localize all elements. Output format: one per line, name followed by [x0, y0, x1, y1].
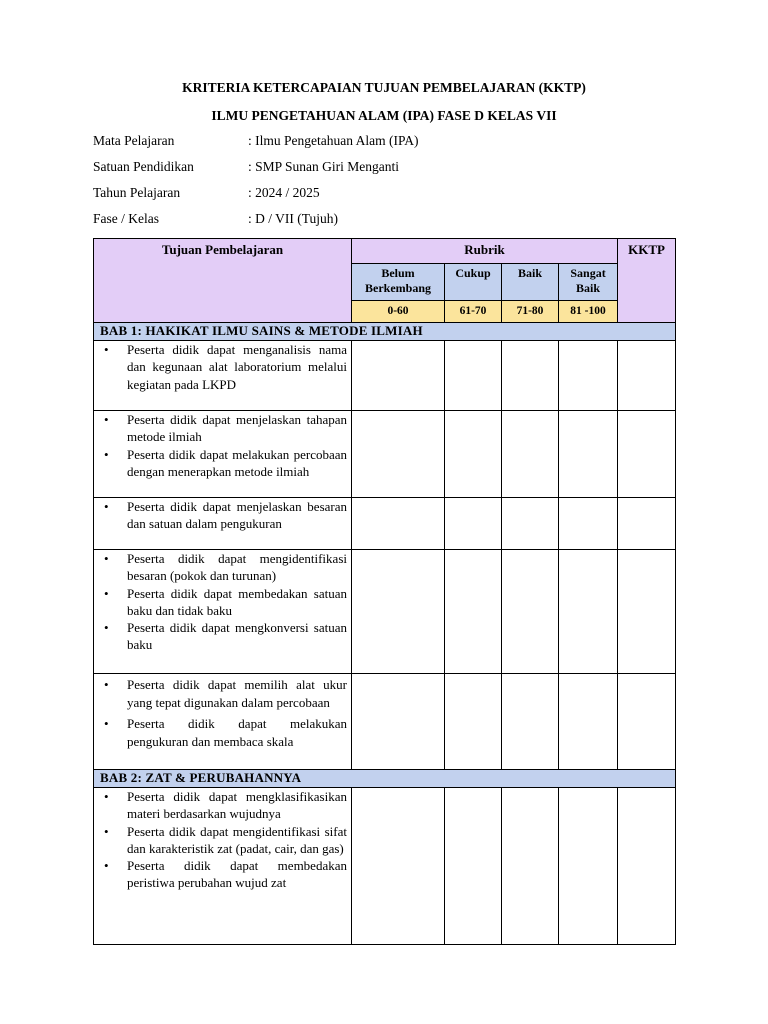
score-cell[interactable]	[352, 498, 445, 550]
meta-label: Fase / Kelas	[93, 211, 159, 226]
score-cell[interactable]	[445, 341, 502, 411]
meta-value: : D / VII (Tujuh)	[248, 211, 339, 226]
header-kktp: KKTP	[618, 239, 676, 323]
header-tujuan: Tujuan Pembelajaran	[94, 239, 352, 323]
list-item: • Peserta didik dapat menjelaskan besaran dan satuan dalam pengukuran	[104, 498, 347, 533]
level-cukup: Cukup	[445, 264, 502, 301]
score-cell[interactable]	[502, 788, 559, 945]
score-cell[interactable]	[502, 411, 559, 498]
list-item: • Peserta didik dapat mengidentifikasi sifat dan karakteristik zat (padat, cair, dan gas)	[104, 823, 347, 858]
kktp-table	[93, 238, 676, 945]
meta-value: : 2024 / 2025	[248, 185, 320, 200]
table-row	[94, 411, 676, 498]
table-row	[94, 788, 676, 945]
document-subtitle: ILMU PENGETAHUAN ALAM (IPA) FASE D KELAS VII	[211, 108, 557, 123]
list-item: • Peserta didik dapat memilih alat ukur yang tepat digunakan dalam percobaan	[104, 676, 347, 712]
kktp-cell[interactable]	[618, 341, 676, 411]
score-cell[interactable]	[559, 341, 618, 411]
kktp-cell[interactable]	[618, 550, 676, 674]
kktp-cell[interactable]	[618, 411, 676, 498]
score-cell[interactable]	[559, 498, 618, 550]
list-item: • Peserta didik dapat membedakan peristiwa perubahan wujud zat	[104, 857, 347, 892]
score-cell[interactable]	[559, 788, 618, 945]
score-cell[interactable]	[445, 788, 502, 945]
score-cell[interactable]	[445, 498, 502, 550]
range-cukup: 61-70	[445, 301, 502, 323]
score-cell[interactable]	[445, 674, 502, 770]
score-cell[interactable]	[445, 550, 502, 674]
meta-value: : Ilmu Pengetahuan Alam (IPA)	[248, 133, 419, 148]
score-cell[interactable]	[352, 674, 445, 770]
range-baik: 71-80	[502, 301, 559, 323]
list-item: • Peserta didik dapat melakukan pengukuran dan membaca skala	[104, 715, 347, 751]
score-cell[interactable]	[352, 550, 445, 674]
table-row	[94, 498, 676, 550]
header-rubrik: Rubrik	[352, 239, 618, 264]
range-belum-berkembang: 0-60	[352, 301, 445, 323]
level-baik: Baik	[502, 264, 559, 301]
level-sangat-baik: Sangat Baik	[559, 264, 618, 301]
table-row	[94, 550, 676, 674]
score-cell[interactable]	[502, 341, 559, 411]
score-cell[interactable]	[559, 674, 618, 770]
chapter-heading: BAB 2: ZAT & PERUBAHANNYA	[94, 770, 676, 788]
score-cell[interactable]	[559, 411, 618, 498]
table-row	[94, 341, 676, 411]
document-title: KRITERIA KETERCAPAIAN TUJUAN PEMBELAJARAN (KKTP)	[182, 80, 586, 95]
meta-label: Satuan Pendidikan	[93, 159, 194, 174]
list-item: • Peserta didik dapat menjelaskan tahapan metode ilmiah	[104, 411, 347, 446]
score-cell[interactable]	[502, 674, 559, 770]
score-cell[interactable]	[352, 788, 445, 945]
list-item: • Peserta didik dapat membedakan satuan baku dan tidak baku	[104, 585, 347, 620]
kktp-cell[interactable]	[618, 498, 676, 550]
list-item: • Peserta didik dapat melakukan percobaan dengan menerapkan metode ilmiah	[104, 446, 347, 481]
score-cell[interactable]	[445, 411, 502, 498]
meta-label: Mata Pelajaran	[93, 133, 175, 148]
range-sangat-baik: 81 -100	[559, 301, 618, 323]
table-row	[94, 674, 676, 770]
meta-value: : SMP Sunan Giri Menganti	[248, 159, 400, 174]
list-item: • Peserta didik dapat mengidentifikasi besaran (pokok dan turunan)	[104, 550, 347, 585]
score-cell[interactable]	[352, 341, 445, 411]
level-belum-berkembang: Belum Berkembang	[352, 264, 445, 301]
list-item: • Peserta didik dapat mengklasifikasikan materi berdasarkan wujudnya	[104, 788, 347, 823]
meta-label: Tahun Pelajaran	[93, 185, 181, 200]
list-item: • Peserta didik dapat mengkonversi satuan baku	[104, 619, 347, 654]
kktp-cell[interactable]	[618, 788, 676, 945]
kktp-cell[interactable]	[618, 674, 676, 770]
score-cell[interactable]	[559, 550, 618, 674]
chapter-heading: BAB 1: HAKIKAT ILMU SAINS & METODE ILMIAH	[94, 323, 676, 341]
score-cell[interactable]	[352, 411, 445, 498]
score-cell[interactable]	[502, 498, 559, 550]
score-cell[interactable]	[502, 550, 559, 674]
list-item: • Peserta didik dapat menganalisis nama dan kegunaan alat laboratorium melalui kegiatan pada LKPD	[104, 341, 347, 393]
